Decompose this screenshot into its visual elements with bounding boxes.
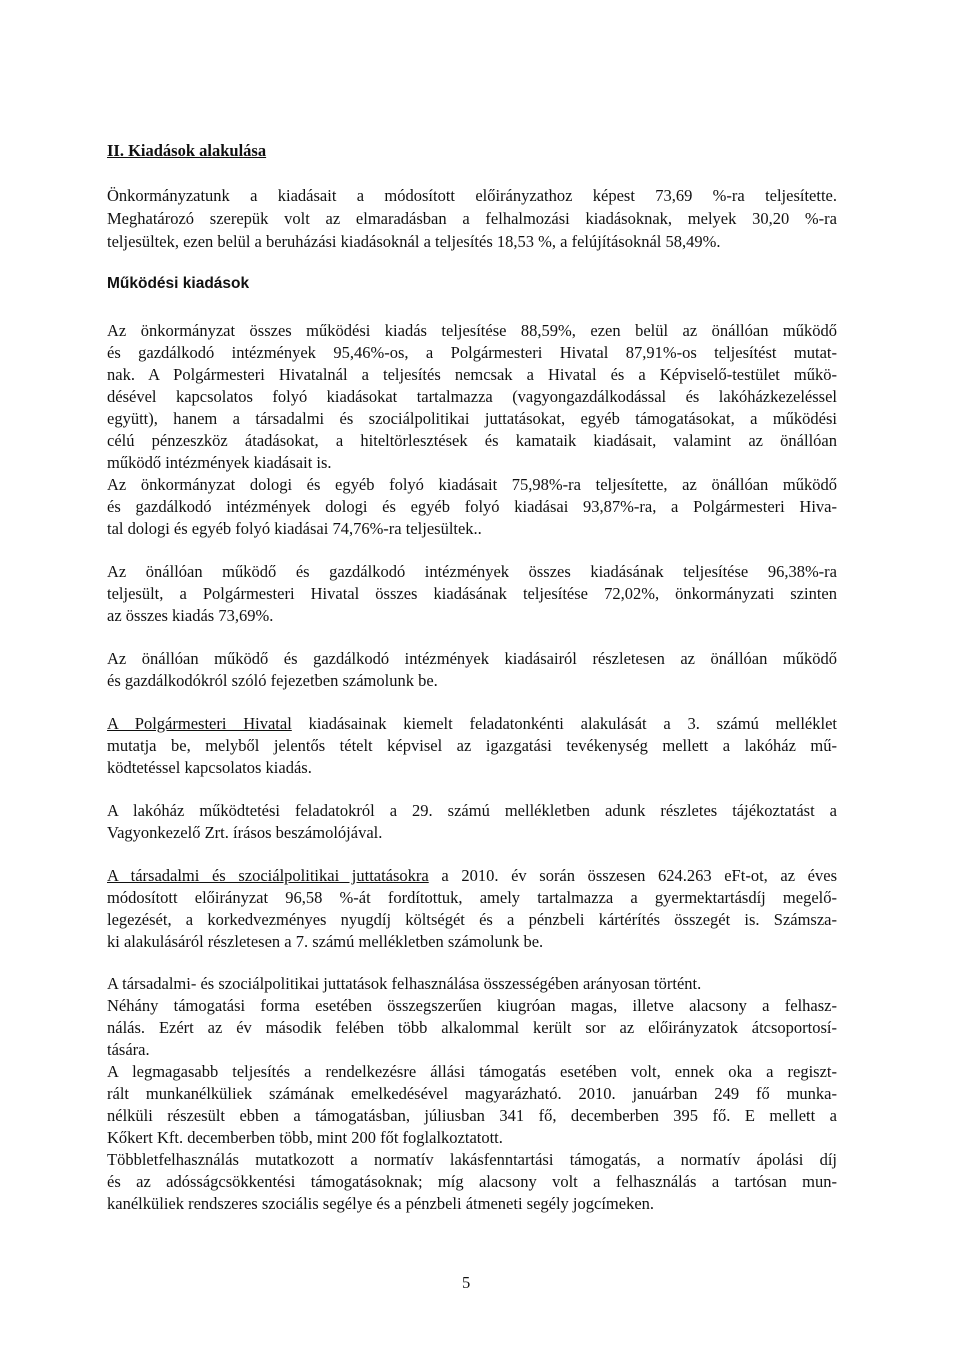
paragraph-line: az összes kiadás 73,69%.	[107, 606, 274, 625]
underlined-reference: A Polgármesteri Hivatal	[107, 714, 292, 733]
paragraph-line: Az önállóan működő és gazdálkodó intézmények összes kiadásának teljesítése 96,38%-ra	[107, 562, 837, 581]
paragraph-line: A társadalmi- és szociálpolitikai juttatások felhasználása összességében arányosan történt.	[107, 974, 702, 993]
underlined-reference: A társadalmi és szociálpolitikai juttatásokra	[107, 866, 429, 885]
paragraph-line: nélküli részesült ebben a támogatásban, júliusban 341 fő, decemberben 395 fő. E mellett a	[107, 1106, 837, 1125]
paragraph-line: célú pénzeszköz átadásokat, a hiteltörlesztések és kamataik kiadásait, valamint az önállóan	[107, 431, 837, 450]
paragraph-line: működő intézmények kiadásait is.	[107, 453, 332, 472]
paragraph-line: és gazdálkodó intézmények 95,46%-os, a Polgármesteri Hivatal 87,91%-os teljesítést mutat-	[107, 343, 837, 362]
paragraph-line: Vagyonkezelő Zrt. írásos beszámolójával.	[107, 823, 383, 842]
paragraph-line: A Polgármesteri Hivatal kiadásainak kiemelt feladatonkénti alakulását a 3. számú melléklet	[107, 714, 837, 733]
paragraph-line: Néhány támogatási forma esetében összegszerűen kiugróan magas, illetve alacsony a felhasz-	[107, 996, 837, 1015]
paragraph-line: kanélküliek rendszeres szociális segélye és a pénzbeli átmeneti segély jogcímeken.	[107, 1194, 655, 1213]
paragraph-line: nak. A Polgármesteri Hivatalnál a teljesítés nemcsak a Hivatal és a Képviselő-testület műkö-	[107, 365, 837, 384]
paragraph-line: legezését, a korkedvezményes nyugdíj költségét és a pénzbeli kártérítés összegét is. Számsza-	[107, 910, 837, 929]
paragraph-line: désével kapcsolatos folyó kiadásokat tartalmazza (vagyongazdálkodással és lakóházkezeléssel	[107, 387, 837, 406]
paragraph-line: mutatja be, melyből jelentős tételt képvisel az igazgatási tevékenység mellett a lakóház mű-	[107, 736, 837, 755]
intro-line: Meghatározó szerepük volt az elmaradásban a felhalmozási kiadásoknak, melyek 30,20 %-ra	[107, 209, 837, 228]
section-title: II. Kiadások alakulása	[107, 141, 267, 160]
paragraph-line: Az önkormányzat dologi és egyéb folyó kiadásait 75,98%-ra teljesítette, az önállóan működő	[107, 475, 837, 494]
paragraph-line: együtt), hanem a társadalmi és szociálpolitikai juttatásokat, egyéb támogatásokat, a működési	[107, 409, 837, 428]
paragraph-line: ki alakulásáról részletesen a 7. számú mellékletben számolunk be.	[107, 932, 544, 951]
paragraph-line: Az önállóan működő és gazdálkodó intézmények kiadásairól részletesen az önállóan működő	[107, 649, 837, 668]
paragraph-line: módosított előirányzat 96,58 %-át fordítottuk, amely tartalmazza a gyermektartásdíj megelő-	[107, 888, 837, 907]
paragraph-line: Többletfelhasználás mutatkozott a normatív lakásfenntartási támogatás, a normatív ápolási díj	[107, 1150, 837, 1169]
paragraph-line: A legmagasabb teljesítés a rendelkezésre állási támogatás esetében volt, ennek oka a regiszt-	[107, 1062, 837, 1081]
paragraph-line: tására.	[107, 1040, 150, 1059]
intro-line: Önkormányzatunk a kiadásait a módosított előirányzathoz képest 73,69 %-ra teljesítette.	[107, 186, 837, 205]
paragraph-line: teljesült, a Polgármesteri Hivatal összes kiadásának teljesítése 72,02%, önkormányzati szinten	[107, 584, 837, 603]
paragraph-line: és gazdálkodó intézmények dologi és egyéb folyó kiadásai 93,87%-ra, a Polgármesteri Hiva-	[107, 497, 837, 516]
paragraph-line: rált munkanélküliek számának emelkedésével magyarázható. 2010. januárban 249 fő munka-	[107, 1084, 837, 1103]
paragraph-line: ködtetéssel kapcsolatos kiadás.	[107, 758, 312, 777]
paragraph-line: A társadalmi és szociálpolitikai juttatásokra a 2010. év során összesen 624.263 eFt-ot, az éves	[107, 866, 837, 885]
paragraph-line: és az adósságcsökkentési támogatásoknak; míg alacsony volt a felhasználás a tartósan mun-	[107, 1172, 837, 1191]
paragraph-line: A lakóház működtetési feladatokról a 29. számú mellékletben adunk részletes tájékoztatást a	[107, 801, 837, 820]
paragraph-line: Az önkormányzat összes működési kiadás teljesítése 88,59%, ezen belül az önállóan működő	[107, 321, 837, 340]
subheading: Működési kiadások	[107, 275, 250, 292]
intro-line: teljesültek, ezen belül a beruházási kiadásoknál a teljesítés 18,53 %, a felújításoknál 58,49%.	[107, 232, 721, 251]
paragraph-line: Kőkert Kft. decemberben több, mint 200 főt foglalkoztatott.	[107, 1128, 503, 1147]
paragraph-line: tal dologi és egyéb folyó kiadásai 74,76%-ra teljesültek..	[107, 519, 482, 538]
page-number: 5	[462, 1273, 471, 1292]
paragraph-line: nálás. Ezért az év második felében több alkalommal került sor az előirányzatok átcsoportosí-	[107, 1018, 837, 1037]
paragraph-line: és gazdálkodókról szóló fejezetben számolunk be.	[107, 671, 438, 690]
